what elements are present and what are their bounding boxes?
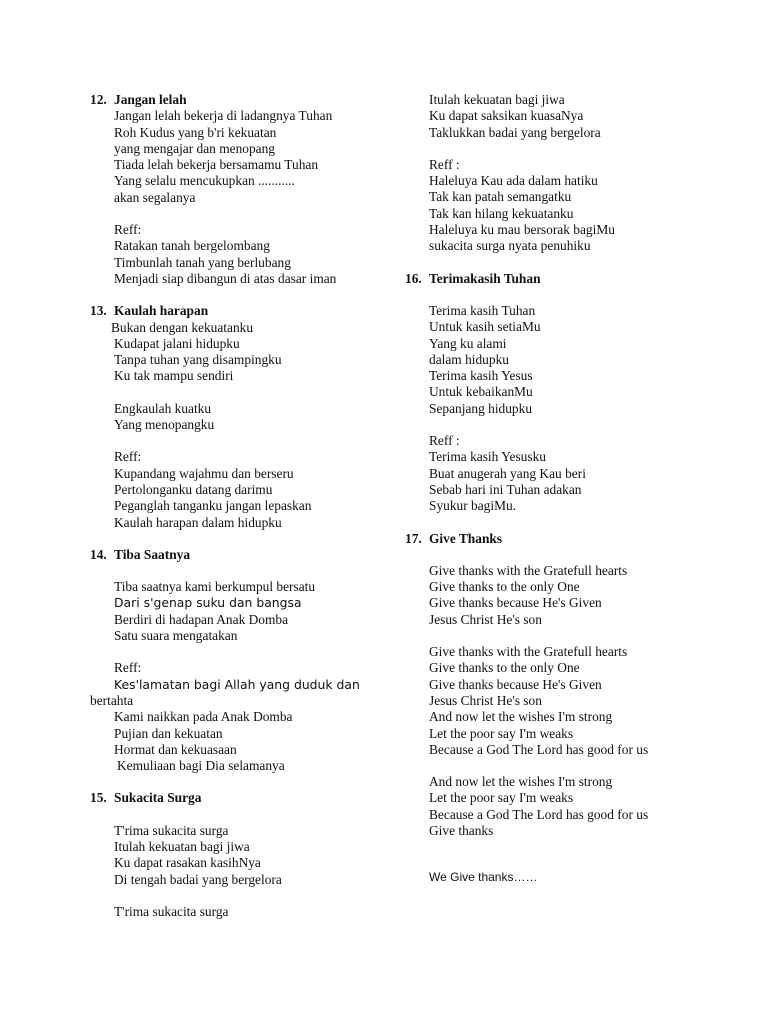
lyric-line: And now let the wishes I'm strong — [429, 709, 613, 725]
song-15-continued — [405, 92, 745, 255]
lyric-line: Yang selalu mencukupkan ........... — [114, 173, 295, 189]
lyric-line: Ku tak mampu sendiri — [114, 368, 234, 384]
song-number: 15. — [90, 790, 107, 806]
reff-label: Reff : — [429, 433, 460, 449]
left-column — [90, 92, 390, 936]
lyric-line: Pertolonganku datang darimu — [114, 481, 273, 497]
lyric-line: Terima kasih Tuhan — [429, 302, 536, 318]
verse — [429, 563, 745, 628]
lyric-line: Peganglah tanganku jangan lepaskan — [114, 498, 312, 514]
lyric-line: Itulah kekuatan bagi jiwa — [429, 92, 565, 107]
song-13 — [90, 303, 390, 531]
song-title: Kaulah harapan — [114, 303, 209, 319]
song-title: Jangan lelah — [114, 92, 187, 107]
closing-line: We Give thanks…… — [429, 870, 538, 885]
chorus — [114, 449, 390, 530]
song-title: Terimakasih Tuhan — [429, 270, 541, 286]
lyric-line: Haleluya ku mau bersorak bagiMu — [429, 222, 615, 238]
lyric-line: Dari s'genap suku dan bangsa — [114, 595, 302, 611]
song-heading — [405, 271, 745, 287]
lyric-line: T'rima sukacita surga — [114, 903, 229, 919]
lyric-line: Kes'lamatan bagi Allah yang duduk dan — [114, 676, 360, 692]
lyric-line: yang mengajar dan menopang — [114, 140, 276, 156]
verse — [114, 904, 390, 920]
lyric-line: bertahta — [90, 692, 134, 708]
song-heading — [90, 92, 390, 108]
lyric-line: Give thanks because He's Given — [429, 595, 602, 611]
song-heading — [90, 303, 390, 319]
lyric-line: akan segalanya — [114, 189, 196, 205]
lyric-line: Tiba saatnya kami berkumpul bersatu — [114, 579, 316, 595]
lyric-line: Yang menopangku — [114, 417, 215, 433]
lyric-line: Terima kasih Yesusku — [429, 449, 546, 465]
song-15 — [90, 790, 390, 920]
verse — [111, 319, 390, 385]
song-14 — [90, 547, 390, 775]
lyric-line: Let the poor say I'm weaks — [429, 725, 574, 741]
song-title: Tiba Saatnya — [114, 546, 191, 562]
lyric-line: Kemuliaan bagi Dia selamanya — [117, 758, 285, 774]
lyric-line: Because a God The Lord has good for us — [429, 806, 649, 822]
verse — [114, 579, 390, 644]
verse — [114, 401, 390, 434]
song-number: 16. — [405, 270, 422, 286]
lyric-line: Untuk kasih setiaMu — [429, 319, 541, 335]
lyric-line: sukacita surga nyata penuhiku — [429, 238, 591, 254]
verse — [114, 823, 390, 888]
lyric-line: Kupandang wajahmu dan berseru — [114, 465, 294, 481]
song-title: Sukacita Surga — [114, 790, 202, 806]
reff-label: Reff: — [114, 222, 142, 238]
verse — [429, 303, 745, 417]
lyric-line: Untuk kebaikanMu — [429, 384, 533, 400]
verse — [429, 644, 745, 758]
lyric-line: Because a God The Lord has good for us — [429, 741, 649, 757]
lyric-line: Pujian dan kekuatan — [114, 725, 223, 741]
song-number: 17. — [405, 530, 422, 546]
chorus — [114, 222, 390, 287]
lyric-line: Kudapat jalani hidupku — [114, 335, 240, 351]
lyric-line: Tak kan patah semangatku — [429, 189, 572, 205]
chorus — [90, 660, 390, 774]
lyric-line: Give thanks — [429, 822, 494, 838]
lyric-line: Tak kan hilang kekuatanku — [429, 205, 574, 221]
song-title: Give Thanks — [429, 530, 503, 546]
lyric-line: Haleluya Kau ada dalam hatiku — [429, 173, 598, 189]
lyric-line: Engkaulah kuatku — [114, 400, 212, 416]
verse — [429, 92, 745, 141]
lyric-line: Jesus Christ He's son — [429, 611, 542, 627]
lyric-line: Kaulah harapan dalam hidupku — [114, 514, 282, 530]
lyric-line: Give thanks to the only One — [429, 660, 580, 676]
lyric-line: Kami naikkan pada Anak Domba — [114, 709, 293, 725]
lyric-line: Buat anugerah yang Kau beri — [429, 465, 586, 481]
lyric-line: Hormat dan kekuasaan — [114, 741, 237, 757]
lyric-line: Itulah kekuatan bagi jiwa — [114, 838, 250, 854]
lyric-line: And now let the wishes I'm strong — [429, 774, 613, 790]
lyric-line: Ratakan tanah bergelombang — [114, 238, 270, 254]
lyric-line: Bukan dengan kekuatanku — [111, 319, 254, 335]
lyric-line: Jangan lelah bekerja di ladangnya Tuhan — [114, 108, 333, 124]
lyric-line: Menjadi siap dibangun di atas dasar iman — [114, 270, 337, 286]
verse — [114, 108, 390, 206]
lyric-line: Berdiri di hadapan Anak Domba — [114, 611, 289, 627]
chorus — [429, 157, 745, 255]
song-17 — [405, 531, 745, 886]
lyric-line: Taklukkan badai yang bergelora — [429, 124, 601, 140]
song-heading — [90, 790, 390, 806]
song-heading — [405, 531, 745, 547]
reff-label: Reff: — [114, 449, 142, 465]
reff-label: Reff : — [429, 156, 460, 172]
lyric-line: Sebab hari ini Tuhan adakan — [429, 481, 582, 497]
lyric-line: T'rima sukacita surga — [114, 822, 229, 838]
lyric-line: Terima kasih Yesus — [429, 368, 533, 384]
lyric-line: Yang ku alami — [429, 335, 507, 351]
lyric-line: Di tengah badai yang bergelora — [114, 871, 282, 887]
lyric-line: Jesus Christ He's son — [429, 692, 542, 708]
lyric-line: Give thanks with the Gratefull hearts — [429, 562, 628, 578]
lyric-line: Sepanjang hidupku — [429, 400, 533, 416]
chorus — [429, 433, 745, 514]
lyric-line: Tiada lelah bekerja bersamamu Tuhan — [114, 157, 319, 173]
lyric-line: Give thanks because He's Given — [429, 676, 602, 692]
lyric-line: Syukur bagiMu. — [429, 498, 517, 514]
song-heading — [90, 547, 390, 563]
right-column — [405, 92, 745, 902]
lyric-line: Timbunlah tanah yang berlubang — [114, 254, 291, 270]
lyric-line: Ku dapat saksikan kuasaNya — [429, 108, 584, 124]
verse — [429, 774, 745, 839]
lyric-line: dalam hidupku — [429, 351, 509, 367]
lyric-line: Tanpa tuhan yang disampingku — [114, 352, 282, 368]
lyric-line: Give thanks to the only One — [429, 579, 580, 595]
song-12 — [90, 92, 390, 287]
lyric-line: Satu suara mengatakan — [114, 628, 238, 644]
song-number: 13. — [90, 303, 107, 319]
lyric-line: Give thanks with the Gratefull hearts — [429, 644, 628, 660]
song-number: 12. — [90, 92, 107, 107]
lyric-line: Ku dapat rasakan kasihNya — [114, 855, 261, 871]
song-number: 14. — [90, 546, 107, 562]
reff-label: Reff: — [114, 660, 142, 676]
lyric-line: Let the poor say I'm weaks — [429, 790, 574, 806]
lyric-line: Roh Kudus yang b'ri kekuatan — [114, 124, 277, 140]
song-16 — [405, 271, 745, 515]
